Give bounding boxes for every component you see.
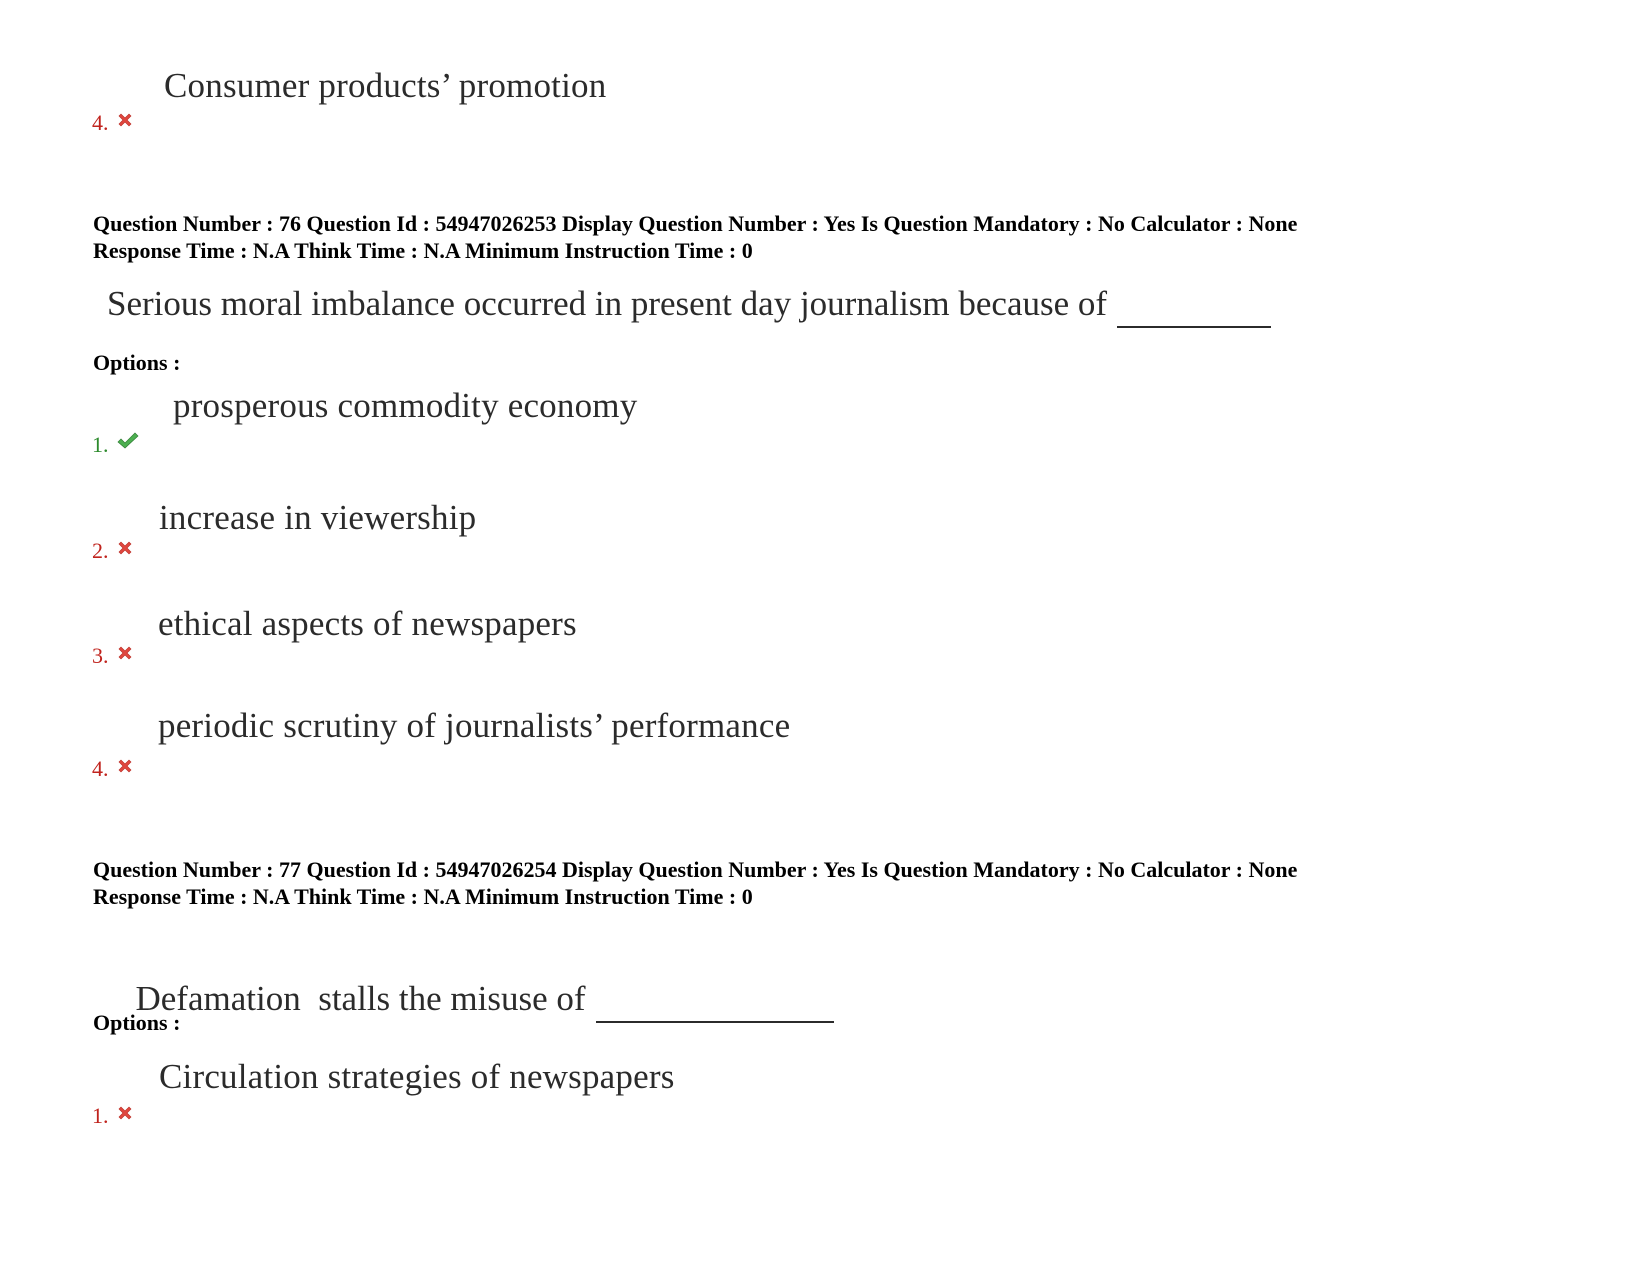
option-number-label: 3. xyxy=(92,643,109,668)
question-text xyxy=(107,284,1271,328)
option-text: Consumer products’ promotion xyxy=(164,66,607,105)
option-text: Circulation strategies of newspapers xyxy=(159,1057,675,1096)
option-text: increase in viewership xyxy=(159,498,477,537)
option-number xyxy=(92,432,139,458)
cross-mark-icon xyxy=(117,758,133,774)
answer-blank xyxy=(1117,286,1271,328)
check-mark-icon xyxy=(117,432,139,450)
option-text: periodic scrutiny of journalists’ performance xyxy=(158,706,791,745)
option-number xyxy=(92,538,133,564)
question-meta-line-2: Response Time : N.A Think Time : N.A Minimum Instruction Time : 0 xyxy=(93,884,753,909)
option-number xyxy=(92,1103,133,1129)
answer-blank xyxy=(596,981,834,1023)
option-text: prosperous commodity economy xyxy=(173,386,638,425)
question-text-label: Serious moral imbalance occurred in present day journalism because of xyxy=(107,284,1108,323)
cross-mark-icon xyxy=(117,112,133,128)
cross-mark-icon xyxy=(117,1105,133,1121)
option-number xyxy=(92,110,133,136)
options-label: Options : xyxy=(93,350,181,375)
cross-mark-icon xyxy=(117,540,133,556)
option-number-label: 1. xyxy=(92,432,109,457)
option-number-label: 2. xyxy=(92,538,109,563)
option-number-label: 4. xyxy=(92,110,109,135)
option-number xyxy=(92,643,133,669)
question-text xyxy=(118,939,834,1023)
option-text: ethical aspects of newspapers xyxy=(158,604,577,643)
question-meta-line-2: Response Time : N.A Think Time : N.A Minimum Instruction Time : 0 xyxy=(93,238,753,263)
cross-mark-icon xyxy=(117,645,133,661)
options-label: Options : xyxy=(93,1010,181,1035)
question-meta-line-1: Question Number : 77 Question Id : 54947026254 Display Question Number : Yes Is Question Mandatory : No Calculator : None xyxy=(93,857,1298,882)
question-meta-line-1: Question Number : 76 Question Id : 54947026253 Display Question Number : Yes Is Question Mandatory : No Calculator : None xyxy=(93,211,1298,236)
question-text-label: Defamation stalls the misuse of xyxy=(135,979,586,1018)
option-number-label: 4. xyxy=(92,756,109,781)
option-number-label: 1. xyxy=(92,1103,109,1128)
option-number xyxy=(92,756,133,782)
